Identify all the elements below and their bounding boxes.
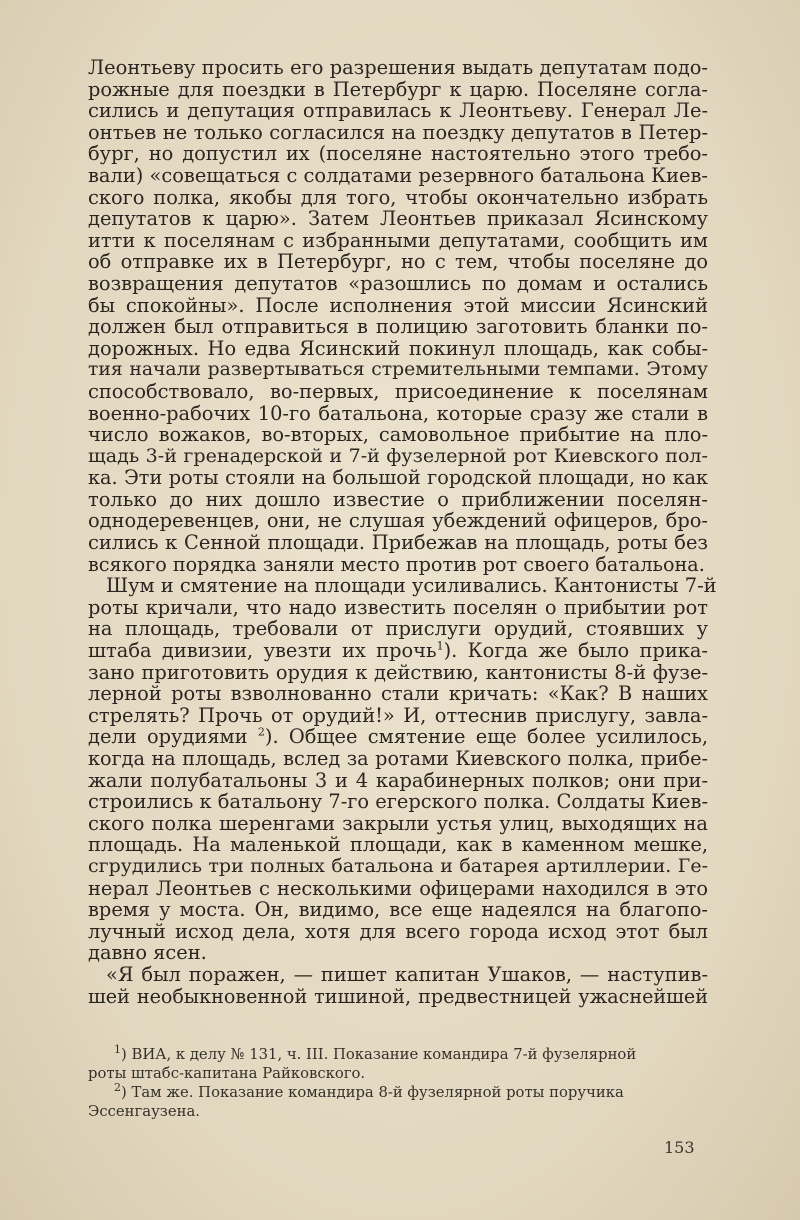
text-line: лерной роты взволнованно стали кричать: «Как? В наших <box>88 682 708 706</box>
footnote-mark: 1 <box>114 1043 121 1057</box>
paragraph <box>88 57 708 575</box>
text-line: сились к Сенной площади. Прибежав на площадь, роты без <box>88 531 708 555</box>
footnote-text: Там же. Показание командира 8-й фузелярной роты поручика <box>131 1084 624 1101</box>
footnote-mark: 2 <box>114 1081 121 1095</box>
text-line: лучный исход дела, хотя для всего города исход этот был <box>88 919 708 943</box>
text-line: бы спокойны». После исполнения этой миссии Ясинский <box>88 293 708 317</box>
text-line: об отправке их в Петербург, но с тем, чтобы поселяне до <box>88 250 708 274</box>
text-line: возвращения депутатов «разошлись по домам и остались <box>88 271 708 295</box>
text-line: рожные для поездки в Петербург к царю. Поселяне согла- <box>88 77 708 101</box>
text-line: дорожных. Но едва Ясинский покинул площадь, как собы- <box>88 336 708 360</box>
footnote-ref: 1 <box>436 639 444 653</box>
text-line: Шум и смятение на площади усиливались. Кантонисты 7-й <box>106 574 717 598</box>
line-part: штаба дивизии, увезти их прочь <box>88 639 437 663</box>
text-line: на площадь, требовали от прислуги орудий, стоявших у <box>88 617 708 641</box>
text-line: щадь 3-й гренадерской и 7-й фузелерной рот Киевского пол- <box>88 444 708 467</box>
line-part: ). Общее смятение еще более усилилось, <box>264 725 708 749</box>
text-line: способствовало, во-первых, присоединение к поселянам <box>88 379 708 403</box>
footnote-line: Эссенгаузена. <box>88 1103 201 1120</box>
footnote-text: ВИА, к делу № 131, ч. III. Показание командира 7-й фузелярной <box>131 1046 637 1063</box>
text-line: сгрудились три полных батальона и батарея артиллерии. Ге- <box>88 854 708 877</box>
text-line: строились к батальону 7-го егерского полка. Солдаты Киев- <box>88 790 708 814</box>
text-line <box>88 640 708 662</box>
text-line: ского полка шеренгами закрыли устья улиц, выходящих на <box>88 811 708 835</box>
footnote-1: $^1$) ВИА, к делу № 131, ч. III. Показание командира 7-й фузелярной <box>114 1043 637 1063</box>
text-line: Леонтьеву просить его разрешения выдать депутатам подо- <box>88 56 708 79</box>
text-line: итти к поселянам с избранными депутатами, сообщить им <box>88 228 708 252</box>
text-line: площадь. На маленькой площади, как в каменном мешке, <box>88 833 708 857</box>
line-part: дели орудиями <box>88 725 248 749</box>
text-line: только до них дошло известие о приближении поселян- <box>88 487 708 511</box>
text-line: однодеревенцев, они, не слушая убеждений офицеров, бро- <box>88 509 708 533</box>
text-line: ка. Эти роты стояли на большой городской площади, но как <box>88 466 708 490</box>
text-line: жали полубатальоны 3 и 4 карабинерных полков; они при- <box>88 768 708 792</box>
text-line: когда на площадь, вслед за ротами Киевского полка, прибе- <box>88 747 708 770</box>
text-line: бург, но допустил их (поселяне настоятельно этого требо- <box>88 142 708 166</box>
text-line: ского полка, якобы для того, чтобы окончательно избрать <box>88 185 708 209</box>
text-line: стрелять? Прочь от орудий!» И, оттеснив прислугу, завла- <box>88 703 708 727</box>
text-line: «Я был поражен, — пишет капитан Ушаков, — наступив- <box>106 962 708 986</box>
footnote-line: роты штабс-капитана Райковского. <box>88 1065 366 1082</box>
text-line: должен был отправиться в полицию заготовить бланки по- <box>88 315 708 339</box>
page-number: 153 <box>664 1138 695 1157</box>
footnote-ref: 2 <box>257 725 265 739</box>
paragraph <box>88 964 708 1007</box>
footnotes <box>88 1045 708 1121</box>
text-line: время у моста. Он, видимо, все еще надеялся на благопо- <box>88 898 708 922</box>
text-line: вали) «совещаться с солдатами резервного батальона Киев- <box>88 163 708 187</box>
text-line: шей необыкновенной тишиной, предвестницей ужаснейшей <box>88 984 708 1008</box>
text-line: зано приготовить орудия к действию, кантонисты 8-й фузе- <box>88 660 708 684</box>
text-line <box>88 726 708 748</box>
text-line: военно-рабочих 10-го батальона, которые сразу же стали в <box>88 401 708 425</box>
text-line: число вожаков, во-вторых, самовольное прибытие на пло- <box>88 423 708 447</box>
text-line: сились и депутация отправилась к Леонтьеву. Генерал Ле- <box>88 99 708 123</box>
text-line: давно ясен. <box>88 941 207 965</box>
line-part: ). Когда же было прика- <box>443 639 708 663</box>
main-text <box>88 56 717 1008</box>
paragraph <box>88 574 717 965</box>
text-line: депутатов к царю». Затем Леонтьев приказал Ясинскому <box>88 207 708 231</box>
text-line: тия начали развертываться стремительными темпами. Этому <box>88 359 708 381</box>
text-line: онтьев не только согласился на поездку депутатов в Петер- <box>88 120 708 144</box>
text-line: роты кричали, что надо известить поселян о прибытии рот <box>88 595 708 619</box>
footnote-2: $^2$) Там же. Показание командира 8-й фузелярной роты поручика <box>114 1081 624 1101</box>
text-line: нерал Леонтьев с несколькими офицерами находился в это <box>88 876 708 900</box>
text-line: всякого порядка заняли место против рот своего батальона. <box>88 552 705 576</box>
